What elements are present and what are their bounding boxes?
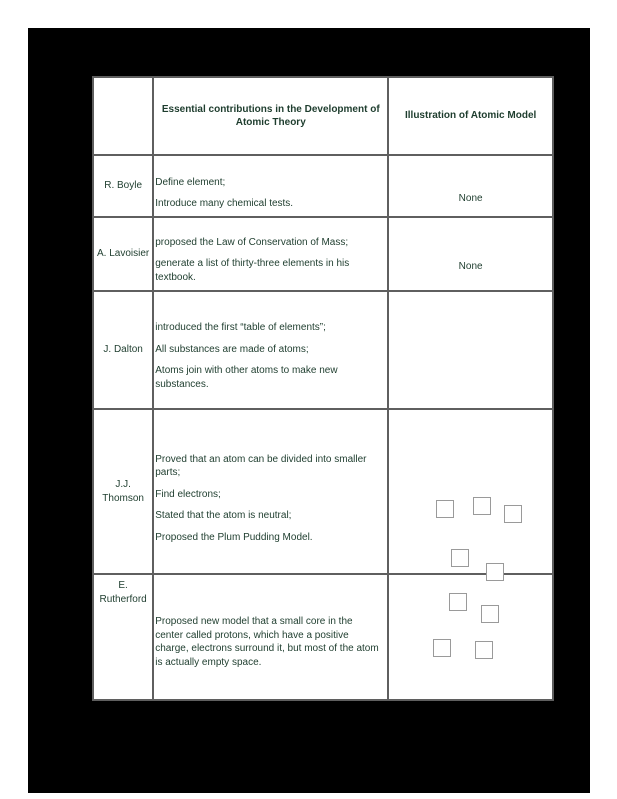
table-row (93, 291, 553, 409)
contributions-cell (153, 574, 388, 700)
header-name (93, 77, 153, 155)
contribution-item: Proposed new model that a small core in the center called protons, which have a positive charge, electrons surround it, but most of the atom is actually empty space. (155, 616, 379, 668)
image-placeholder-box (481, 605, 499, 623)
scientist-name: R. Boyle (93, 155, 153, 217)
header-row (93, 77, 553, 155)
image-placeholder-box (475, 641, 493, 659)
contributions-cell (153, 409, 388, 574)
contribution-item: All substances are made of atoms; (155, 343, 309, 355)
contributions-cell (153, 155, 388, 217)
table-row (93, 574, 553, 700)
model-text: None (458, 193, 483, 205)
image-placeholder-box (433, 639, 451, 657)
image-placeholder-box (449, 593, 467, 611)
scientist-name: J. Dalton (93, 291, 153, 409)
model-cell (388, 217, 553, 291)
contribution-item: introduced the first “table of elements”; (155, 322, 326, 333)
table-row (93, 155, 553, 217)
contribution-item: Introduce many chemical tests. (155, 198, 294, 209)
contributions-cell (153, 291, 388, 409)
model-cell (388, 574, 553, 700)
contribution-item: Atoms join with other atoms to make new substances. (155, 365, 338, 390)
scientist-name: A. Lavoisier (93, 217, 153, 291)
model-cell (388, 409, 553, 574)
scientist-name: E. Rutherford (93, 574, 153, 700)
model-text: None (458, 261, 483, 273)
model-cell (388, 291, 553, 409)
contribution-item: proposed the Law of Conservation of Mass; (155, 236, 349, 248)
table-row (93, 409, 553, 574)
atomic-theory-table (92, 76, 554, 701)
contribution-item: Find electrons; (155, 488, 221, 500)
model-cell (388, 155, 553, 217)
image-placeholder-box (504, 505, 522, 523)
contributions-cell (153, 217, 388, 291)
contribution-item: Stated that the atom is neutral; (155, 510, 292, 522)
contribution-item: Proposed the Plum Pudding Model. (155, 531, 313, 543)
table-row (93, 217, 553, 291)
header-model: Illustration of Atomic Model (388, 77, 553, 155)
image-placeholder-box (451, 549, 469, 567)
contribution-item: generate a list of thirty-three elements in his textbook. (155, 258, 350, 283)
scientist-name: J.J. Thomson (93, 409, 153, 574)
contribution-item: Proved that an atom can be divided into smaller parts; (155, 453, 367, 479)
image-placeholder-box (473, 497, 491, 515)
image-placeholder-box (436, 500, 454, 518)
contribution-item: Define element; (155, 176, 226, 188)
header-contributions: Essential contributions in the Development of Atomic Theory (153, 77, 388, 155)
